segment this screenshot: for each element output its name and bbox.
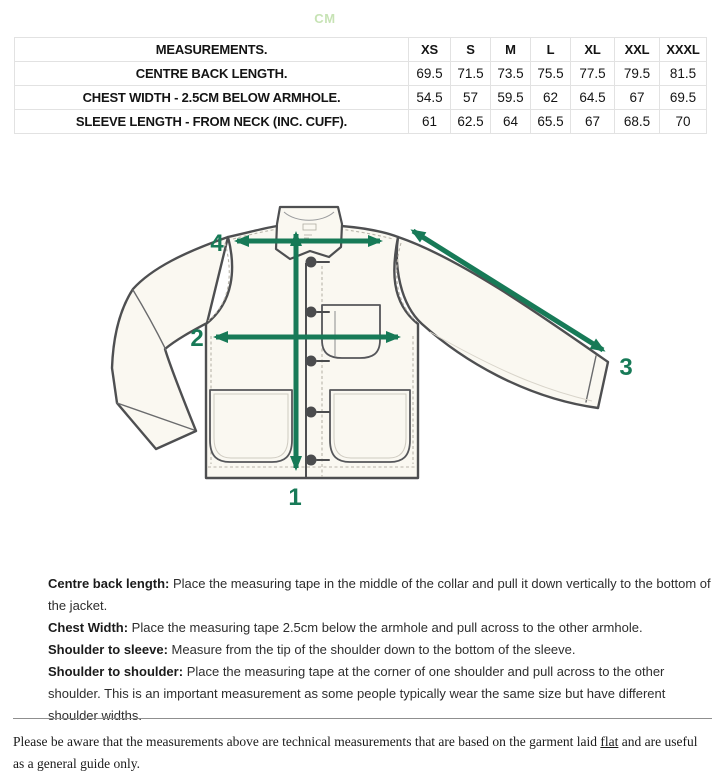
table-header-size-xxl: XXL: [615, 38, 660, 62]
table-header-size-s: S: [451, 38, 491, 62]
table-header-size-xl: XL: [571, 38, 615, 62]
table-cell: 61: [409, 110, 451, 134]
chest-pocket: [322, 305, 380, 358]
table-cell: 71.5: [451, 62, 491, 86]
table-header-row: [15, 38, 707, 62]
measurements-table: [14, 37, 707, 134]
instruction-text: Measure from the tip of the shoulder down to the bottom of the sleeve.: [171, 642, 576, 657]
table-cell: 69.5: [660, 86, 707, 110]
table-cell: 64: [491, 110, 531, 134]
table-cell: 65.5: [531, 110, 571, 134]
button: [306, 307, 317, 318]
instruction-text: Place the measuring tape 2.5cm below the armhole and pull across to the other armhole.: [131, 620, 643, 635]
table-cell: 59.5: [491, 86, 531, 110]
table-cell: 64.5: [571, 86, 615, 110]
instruction-shoulder-to-sleeve: [48, 639, 712, 661]
jacket-measurement-diagram: [88, 195, 648, 511]
table-cell: 73.5: [491, 62, 531, 86]
measurement-instructions: [48, 573, 712, 727]
instruction-text: Place the measuring tape at the corner of one shoulder and pull across to the other shoulder. This is an important measurement as some people typically wear the same size but have different shoulder widths.: [48, 664, 666, 723]
table-header-size-xxxl: XXXL: [660, 38, 707, 62]
table-header-size-l: L: [531, 38, 571, 62]
instruction-title: Shoulder to sleeve:: [48, 642, 168, 657]
row-label: SLEEVE LENGTH - FROM NECK (INC. CUFF).: [15, 110, 409, 134]
arrow-label-3: 3: [619, 354, 633, 381]
table-cell: 81.5: [660, 62, 707, 86]
arrow-label-2: 2: [190, 325, 204, 352]
table-cell: 54.5: [409, 86, 451, 110]
button: [306, 407, 317, 418]
table-row-centre-back-length: [15, 62, 707, 86]
instruction-title: Chest Width:: [48, 620, 129, 635]
row-label: CHEST WIDTH - 2.5CM BELOW ARMHOLE.: [15, 86, 409, 110]
table-cell: 67: [615, 86, 660, 110]
instruction-title: Shoulder to shoulder:: [48, 664, 184, 679]
instruction-text: Place the measuring tape in the middle of the collar and pull it down vertically to the bottom of the jacket.: [48, 576, 711, 613]
table-header-measurements: MEASUREMENTS.: [15, 38, 409, 62]
table-row-sleeve-length: [15, 110, 707, 134]
table-cell: 77.5: [571, 62, 615, 86]
horizontal-divider: [13, 718, 712, 719]
left-lower-pocket: [210, 390, 292, 462]
table-cell: 75.5: [531, 62, 571, 86]
row-label: CENTRE BACK LENGTH.: [15, 62, 409, 86]
button: [306, 257, 317, 268]
table-cell: 79.5: [615, 62, 660, 86]
right-sleeve: [397, 237, 608, 408]
table-cell: 70: [660, 110, 707, 134]
table-cell: 62.5: [451, 110, 491, 134]
table-header-size-xs: XS: [409, 38, 451, 62]
arrow-label-1: 1: [288, 484, 302, 511]
table-header-size-m: M: [491, 38, 531, 62]
arrow-label-4: 4: [210, 230, 224, 257]
footer-text-after: and are useful as a general guide only.: [13, 734, 698, 771]
unit-label: CM: [314, 11, 336, 26]
instruction-title: Centre back length:: [48, 576, 170, 591]
button: [306, 455, 317, 466]
table-row-chest-width: [15, 86, 707, 110]
footer-text-before: Please be aware that the measurements above are technical measurements that are based on the garment laid: [13, 734, 601, 749]
table-cell: 67: [571, 110, 615, 134]
instruction-chest-width: [48, 617, 712, 639]
instruction-centre-back-length: [48, 573, 712, 617]
table-cell: 69.5: [409, 62, 451, 86]
table-cell: 57: [451, 86, 491, 110]
table-cell: 68.5: [615, 110, 660, 134]
right-lower-pocket: [330, 390, 410, 462]
button: [306, 356, 317, 367]
collar: [276, 207, 342, 259]
footer-underlined-word: flat: [600, 734, 619, 749]
footer-disclaimer: [13, 731, 712, 775]
table-cell: 62: [531, 86, 571, 110]
